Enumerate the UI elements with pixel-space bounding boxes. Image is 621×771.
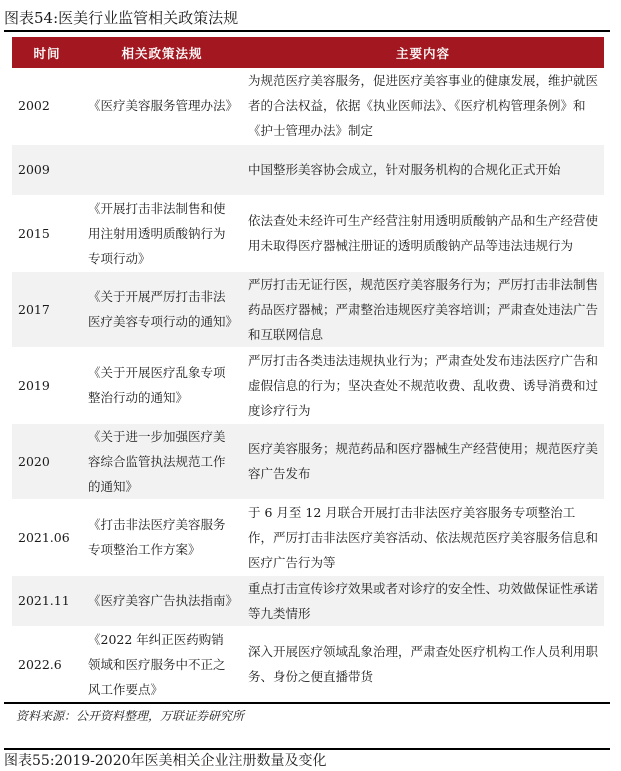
cell-year: 2019 <box>12 347 82 423</box>
cell-content: 于 6 月至 12 月联合开展打击非法医疗美容服务专项整治工作，严厉打击非法医疗美容活动、依法规范医疗美容服务信息和医疗广告行为等 <box>242 499 604 575</box>
table-row <box>12 499 604 575</box>
table-row <box>12 575 604 626</box>
table-row <box>12 347 604 423</box>
cell-content: 严厉打击各类违法违规执业行为；严肃查处发布违法医疗广告和虚假信息的行为；坚决查处不规范收费、乱收费、诱导消费和过度诊疗行为 <box>242 347 604 423</box>
cell-policy: 《关于开展医疗乱象专项整治行动的通知》 <box>82 347 242 423</box>
cell-policy: 《打击非法医疗美容服务专项整治工作方案》 <box>82 499 242 575</box>
cell-content: 依法查处未经许可生产经营注射用透明质酸钠产品和生产经营使用未取得医疗器械注册证的透明质酸钠产品等违法违规行为 <box>242 195 604 271</box>
table-row <box>12 144 604 195</box>
cell-policy: 《开展打击非法制售和使用注射用透明质酸钠行为专项行动》 <box>82 195 242 271</box>
header-year: 时间 <box>12 37 82 68</box>
table-row <box>12 271 604 347</box>
cell-content: 重点打击宣传诊疗效果或者对诊疗的安全性、功效做保证性承诺等九类情形 <box>242 575 604 626</box>
regulation-table <box>12 37 604 703</box>
cell-year: 2015 <box>12 195 82 271</box>
table-row <box>12 68 604 144</box>
figure-title: 图表54:医美行业监管相关政策法规 <box>4 6 610 32</box>
table-header-row <box>12 37 604 68</box>
cell-year: 2022.6 <box>12 626 82 702</box>
table-row <box>12 626 604 702</box>
cell-policy: 《医疗美容服务管理办法》 <box>82 68 242 144</box>
cell-policy: 《医疗美容广告执法指南》 <box>82 575 242 626</box>
cell-year: 2009 <box>12 144 82 195</box>
cell-content: 中国整形美容协会成立，针对服务机构的合规化正式开始 <box>242 144 604 195</box>
cell-content: 严厉打击无证行医，规范医疗美容服务行为；严厉打击非法制售药品医疗器械；严肃整治违规医疗美容培训；严肃查处违法广告和互联网信息 <box>242 271 604 347</box>
cell-content: 深入开展医疗领域乱象治理，严肃查处医疗机构工作人员利用职务、身份之便直播带货 <box>242 626 604 702</box>
cell-policy: 《2022 年纠正医药购销领域和医疗服务中不正之风工作要点》 <box>82 626 242 702</box>
header-policy: 相关政策法规 <box>82 37 242 68</box>
cell-content: 医疗美容服务；规范药品和医疗器械生产经营使用；规范医疗美容广告发布 <box>242 423 604 499</box>
cell-year: 2021.11 <box>12 575 82 626</box>
cell-year: 2020 <box>12 423 82 499</box>
header-content: 主要内容 <box>242 37 604 68</box>
cell-year: 2021.06 <box>12 499 82 575</box>
cell-policy <box>82 144 242 195</box>
cell-policy: 《关于开展严厉打击非法医疗美容专项行动的通知》 <box>82 271 242 347</box>
table-bottom-rule <box>4 702 610 704</box>
cell-content: 为规范医疗美容服务，促进医疗美容事业的健康发展，维护就医者的合法权益，依据《执业医师法》、《医疗机构管理条例》和《护士管理办法》制定 <box>242 68 604 144</box>
cell-year: 2017 <box>12 271 82 347</box>
table-row <box>12 195 604 271</box>
cell-policy: 《关于进一步加强医疗美容综合监管执法规范工作的通知》 <box>82 423 242 499</box>
table-row <box>12 423 604 499</box>
next-figure-title: 图表55:2019-2020年医美相关企业注册数量及变化 <box>4 753 327 769</box>
source-note: 资料来源：公开资料整理，万联证券研究所 <box>16 709 245 723</box>
next-figure-rule <box>4 748 610 750</box>
cell-year: 2002 <box>12 68 82 144</box>
